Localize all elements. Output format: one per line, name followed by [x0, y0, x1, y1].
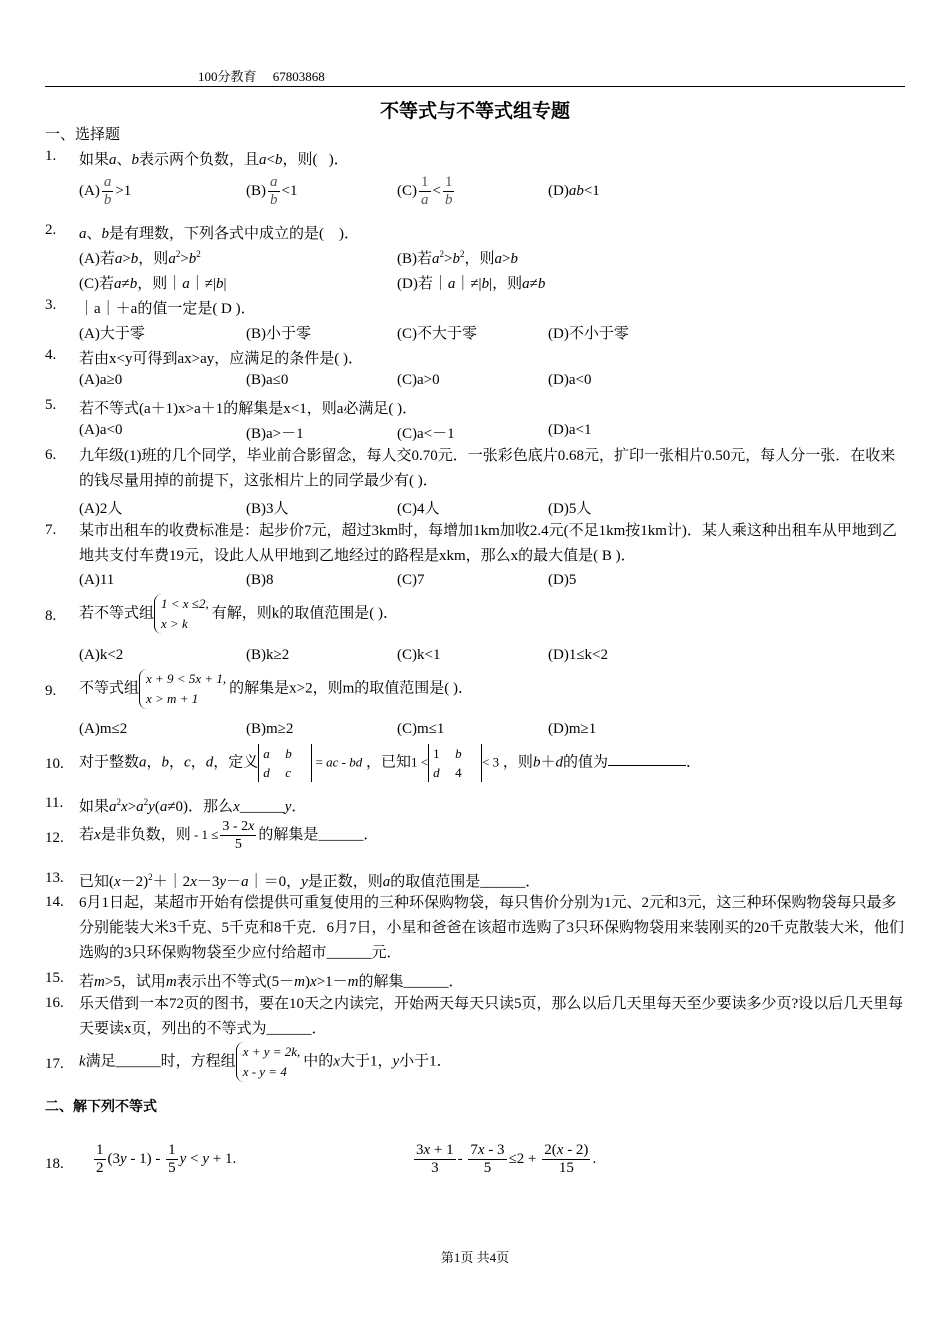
q9-number: 9. — [45, 683, 57, 699]
q5-text: 若不等式(a＋1)x>a＋1的解集是x<1，则a必满足( )． — [79, 401, 418, 417]
q2-text: a、b是有理数，下列各式中成立的是( )． — [79, 226, 360, 242]
q12-fraction: $\frac{3 - 2x}{5}$ — [222, 819, 255, 852]
q7-number: 7. — [45, 522, 57, 538]
q5-option-b: (B)a>－1 — [246, 426, 304, 442]
q10-determinant-def: a b d c — [258, 744, 312, 782]
q17-sys-line1: x + y = 2k, — [242, 1044, 301, 1059]
q9-option-a: (A)m≤2 — [79, 721, 128, 737]
q8-text — [79, 594, 398, 634]
q15-number: 15. — [45, 970, 64, 986]
q17-sys-line2: x - y = 4 — [242, 1064, 287, 1079]
q6-option-d: (D)5人 — [548, 501, 592, 517]
q2-number: 2. — [45, 222, 57, 238]
q17-equation-system — [236, 1042, 304, 1082]
q9-sys-line1: x + 9 < 5x + 1, — [146, 671, 227, 686]
q4-number: 4. — [45, 347, 57, 363]
q7-text: 某市出租车的收费标准是：起步价7元，超过3km时，每增加1km加收2.4元(不足1km按1km计)．某人乘这种出租车从甲地到乙地共支付车费19元，设此人从甲地到乙地经过的路程是xkm，那么x的最大值是( B )． — [79, 523, 897, 564]
q17-number: 17. — [45, 1056, 64, 1072]
q17-text: k满足______时，方程组x + y = 2k, x - y = 4中的x大于1，y小于1． — [79, 1042, 452, 1082]
q7-option-b: (B)8 — [246, 572, 274, 588]
q5-option-c: (C)a<－1 — [397, 426, 455, 442]
q6-number: 6. — [45, 447, 57, 463]
q8-option-a: (A)k<2 — [79, 647, 124, 663]
q8-pre: 若不等式组 — [79, 605, 155, 622]
q6-option-c: (C)4人 — [397, 501, 440, 517]
q5-option-a: (A)a<0 — [79, 422, 123, 438]
q8-inequality-system — [154, 594, 212, 634]
q3-number: 3. — [45, 297, 57, 313]
section-heading-2: 二、解下列不等式 — [45, 1099, 157, 1115]
q9-option-c: (C)m≤1 — [397, 721, 445, 737]
q6-option-a: (A)2人 — [79, 501, 123, 517]
q9-option-d: (D)m≥1 — [548, 721, 597, 737]
q6-text: 九年级(1)班的几个同学，毕业前合影留念，每人交0.70元．一张彩色底片0.68元，扩印一张相片0.50元，每人分一张．在收来的钱尽量用掉的前提下，这张相片上的同学最少有( )． — [79, 448, 896, 489]
q2-option-a: (A)若a>b，则$a^2>b^2$ — [79, 249, 201, 267]
q11-number: 11. — [45, 795, 64, 811]
q14-text: 6月1日起，某超市开始有偿提供可重复使用的三种环保购物袋，每只售价分别为1元、2元和3元，这三种环保购物袋每只最多分别能装大米3千克、5千克和8千克．6月7日，小星和爸爸在该超市选购了3只环保购物袋用来装刚买的20千克散装大米，他们选购的3只环保购物袋至少应付给超市______元． — [79, 895, 905, 961]
q13-text: 已知$(x-2)^2+|2x-3y-a|=0$，y是正数，则a的取值范围是______． — [79, 872, 541, 890]
q10-eq: = ac - bd — [312, 754, 363, 770]
q5-number: 5. — [45, 397, 57, 413]
header-rule — [45, 86, 905, 87]
q8-number: 8. — [45, 608, 57, 624]
q3-option-d: (D)不小于零 — [548, 326, 629, 342]
q3-option-a: (A)大于零 — [79, 326, 145, 342]
q18-inequality-1: $\frac{1}{2}$ (3y - 1) - $\frac{1}{5}$ y < y + 1. — [96, 1142, 237, 1176]
q8-option-d: (D)1≤k<2 — [548, 647, 609, 663]
page-header — [198, 66, 325, 85]
q9-text — [79, 669, 473, 709]
q8-sys-line2: x > k — [161, 616, 188, 631]
q1-option-a: (A) $\frac{a}{b}$ >1 — [79, 174, 132, 208]
q4-option-a: (A)a≥0 — [79, 372, 123, 388]
q4-option-b: (B)a≤0 — [246, 372, 289, 388]
q7-option-c: (C)7 — [397, 572, 425, 588]
q4-text: 若由x<y可得到ax>ay，应满足的条件是( )． — [79, 351, 363, 367]
q14-number: 14. — [45, 894, 64, 910]
q10-number: 10. — [45, 756, 64, 772]
q16-number: 16. — [45, 995, 64, 1011]
q13-number: 13. — [45, 870, 64, 886]
q8-option-c: (C)k<1 — [397, 647, 441, 663]
q12-text: 若x是非负数，则 - 1 ≤ $\frac{3 - 2x}{5}$ 的解集是______． — [79, 819, 379, 852]
q9-pre: 不等式组 — [79, 680, 140, 697]
section-heading-1: 一、选择题 — [45, 127, 121, 143]
q8-sys-line1: 1 < x ≤2, — [161, 596, 209, 611]
q1-number: 1. — [45, 148, 57, 164]
page-title: 不等式与不等式组专题 — [379, 100, 570, 122]
q16-text: 乐天借到一本72页的图书，要在10天之内读完，开始两天每天只读5页，那么以后几天里每天至少要读多少页?设以后几天里每天要读x页，列出的不等式为______． — [79, 996, 904, 1037]
q7-option-a: (A)11 — [79, 572, 115, 588]
q10-answer-blank[interactable] — [608, 765, 686, 766]
q9-option-b: (B)m≥2 — [246, 721, 294, 737]
q7-option-d: (D)5 — [548, 572, 577, 588]
q2-option-b: (B)若$a^2>b^2$，则a>b — [397, 249, 518, 267]
q8-option-b: (B)k≥2 — [246, 647, 290, 663]
q1-option-b: (B) $\frac{a}{b}$ <1 — [246, 174, 298, 208]
q18-inequality-2: $\frac{3x + 1}{3}$ - $\frac{7x - 3}{5}$ ≤2 + $\frac{2(x - 2)}{15}$ . — [416, 1142, 597, 1176]
q10-determinant-given: 1 b d 4 — [428, 744, 482, 782]
q15-text: 若m>5，试用m表示出不等式(5－m)x>1－m的解集______． — [79, 974, 464, 990]
q1-option-c: (C) $\frac{1}{a}$ < $\frac{1}{b}$ — [397, 174, 453, 208]
q3-option-b: (B)小于零 — [246, 326, 311, 342]
q11-text: 如果$a^2x>a^2y(a\ne 0)$．那么x______y． — [79, 797, 307, 815]
q1-option-d: (D)ab<1 — [548, 183, 600, 199]
q3-option-c: (C)不大于零 — [397, 326, 477, 342]
q2-option-d: (D)若｜a｜≠|b|，则a≠b — [397, 276, 546, 292]
q9-sys-line2: x > m + 1 — [146, 691, 199, 706]
q12-number: 12. — [45, 830, 64, 846]
q18-number: 18. — [45, 1156, 64, 1172]
q1-text: 如果a、b表示两个负数，且a<b，则( )． — [79, 152, 349, 168]
q2-option-c: (C)若a≠b，则｜a｜≠|b| — [79, 276, 227, 292]
q4-option-d: (D)a<0 — [548, 372, 592, 388]
q10-text: 对于整数a，b，c，d，定义a b d c = ac - bd ，已知1 <1 b d 4< 3 ，则b＋d的值为 ． — [79, 746, 701, 780]
q9-inequality-system — [139, 669, 229, 709]
q6-option-b: (B)3人 — [246, 501, 289, 517]
header-phone: 67803868 — [272, 69, 325, 84]
q5-option-d: (D)a<1 — [548, 422, 592, 438]
page-footer: 第1页 共4页 — [440, 1250, 510, 1265]
q4-option-c: (C)a>0 — [397, 372, 440, 388]
header-org: 100分教育 — [198, 69, 257, 84]
q3-text: ｜a｜＋a的值一定是( D )． — [79, 301, 256, 317]
q8-post: 有解，则k的取值范围是( )． — [211, 605, 398, 622]
q9-post: 的解集是x>2，则m的取值范围是( )． — [229, 680, 473, 697]
